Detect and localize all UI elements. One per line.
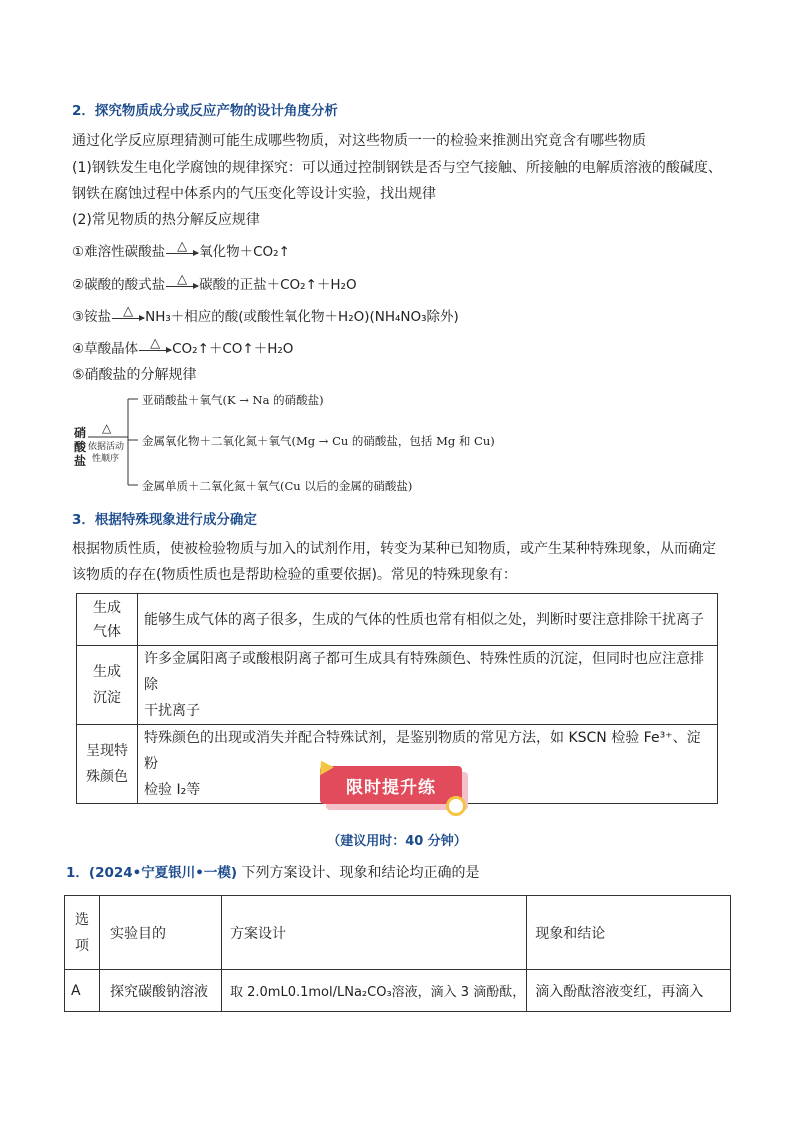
design-cell: 取 2.0mL0.1mol/LNa₂CO₃溶液，滴入 3 滴酚酞，	[222, 970, 527, 1012]
table-cell: 能够生成气体的离子很多，生成的气体的性质也常有相似之处，判断时要注意排除干扰离子	[138, 594, 718, 646]
option-cell: A	[65, 970, 100, 1012]
table-row	[77, 646, 718, 725]
heat-triangle-icon: △	[102, 421, 112, 435]
equation-right: 氧化物＋CO₂↑	[199, 244, 290, 260]
equation-2	[72, 271, 357, 293]
branch-bracket-icon	[72, 388, 152, 498]
nitrate-label-mid: 酸	[74, 440, 87, 454]
section-2-heading: 2．探究物质成分或反应产物的设计角度分析	[72, 103, 338, 119]
section-3-heading: 3．根据特殊现象进行成分确定	[72, 512, 257, 528]
item-2: (2)常见物质的热分解反应规律	[72, 212, 260, 228]
section-3-intro-line-1: 根据物质性质，使被检验物质与加入的试剂作用，转变为某种已知物质，或产生某种特殊现象，从而确定	[72, 541, 716, 557]
nitrate-branch-1: 亚硝酸盐＋氧气(K → Na 的硝酸盐)	[142, 393, 324, 407]
activity-order-note-2: 性顺序	[92, 454, 120, 464]
table-row	[77, 594, 718, 646]
item-1-line-1: (1)钢铁发生电化学腐蚀的规律探究：可以通过控制钢铁是否与空气接触、所接触的电解质溶液的酸碱度、	[72, 160, 722, 176]
equation-4	[72, 335, 293, 357]
header-result: 现象和结论	[527, 896, 731, 970]
nitrate-label-bot: 盐	[74, 454, 87, 468]
equation-left: ②碳酸的酸式盐	[72, 277, 166, 293]
table-cell: 特殊颜色的出现或消失并配合特殊试剂，是鉴别物质的常见方法，如 KSCN 检验 Fe³⁺、淀粉 检验 I₂等	[138, 725, 718, 804]
question-1-table	[64, 895, 731, 1012]
equation-5: ⑤硝酸盐的分解规律	[72, 367, 197, 383]
equation-right: 碳酸的正盐＋CO₂↑＋H₂O	[199, 277, 357, 293]
nitrate-branch-3: 金属单质＋二氧化氮＋氧气(Cu 以后的金属的硝酸盐)	[142, 479, 413, 493]
table-cell: 许多金属阳离子或酸根阴离子都可生成具有特殊颜色、特殊性质的沉淀，但同时也应注意排除 干扰离子	[138, 646, 718, 725]
time-hint: （建议用时：40 分钟）	[327, 834, 467, 849]
question-1-header	[66, 860, 480, 886]
equation-left: ③铵盐	[72, 309, 112, 325]
table-header-row	[65, 896, 731, 970]
table-row-header: 生成 气体	[77, 594, 138, 646]
equation-3	[72, 303, 459, 325]
result-cell: 滴入酚酞溶液变红，再滴入	[527, 970, 731, 1012]
equation-left: ①难溶性碳酸盐	[72, 244, 166, 260]
item-1-line-2: 钢铁在腐蚀过程中体系内的气压变化等设计实验，找出规律	[72, 186, 436, 202]
nitrate-branch-2: 金属氧化物＋二氧化氮＋氧气(Mg → Cu 的硝酸盐，包括 Mg 和 Cu)	[142, 434, 495, 448]
heat-arrow-icon: △	[112, 306, 144, 325]
equation-right: CO₂↑＋CO↑＋H₂O	[172, 341, 294, 357]
question-1-source: 1．(2024•宁夏银川•一模)	[66, 865, 238, 881]
nitrate-label-top: 硝	[74, 426, 87, 440]
header-purpose: 实验目的	[100, 896, 222, 970]
timed-practice-badge	[320, 766, 472, 814]
section-2-intro: 通过化学反应原理猜测可能生成哪些物质，对这些物质一一的检验来推测出究竟含有哪些物质	[72, 133, 646, 149]
table-row-header: 呈现特 殊颜色	[77, 725, 138, 804]
question-1-text: 下列方案设计、现象和结论均正确的是	[241, 865, 480, 881]
activity-order-note-1: 依据活动	[88, 442, 125, 452]
equation-1	[72, 238, 290, 260]
header-option: 选 项	[65, 896, 100, 970]
heat-arrow-icon: △	[166, 274, 198, 293]
purpose-cell: 探究碳酸钠溶液	[100, 970, 222, 1012]
section-3-intro-line-2: 该物质的存在(物质性质也是帮助检验的重要依据)。常见的特殊现象有：	[72, 567, 517, 583]
equation-right: NH₃＋相应的酸(或酸性氧化物＋H₂O)(NH₄NO₃除外)	[145, 309, 459, 325]
heat-arrow-icon: △	[166, 241, 198, 260]
heat-arrow-icon: △	[139, 338, 171, 357]
nitrate-decomposition-diagram	[72, 388, 532, 498]
badge-label: 限时提升练	[320, 766, 462, 804]
badge-ring-icon	[446, 796, 466, 816]
table-row	[65, 970, 731, 1012]
equation-left: ④草酸晶体	[72, 341, 139, 357]
table-row-header: 生成 沉淀	[77, 646, 138, 725]
header-design: 方案设计	[222, 896, 527, 970]
